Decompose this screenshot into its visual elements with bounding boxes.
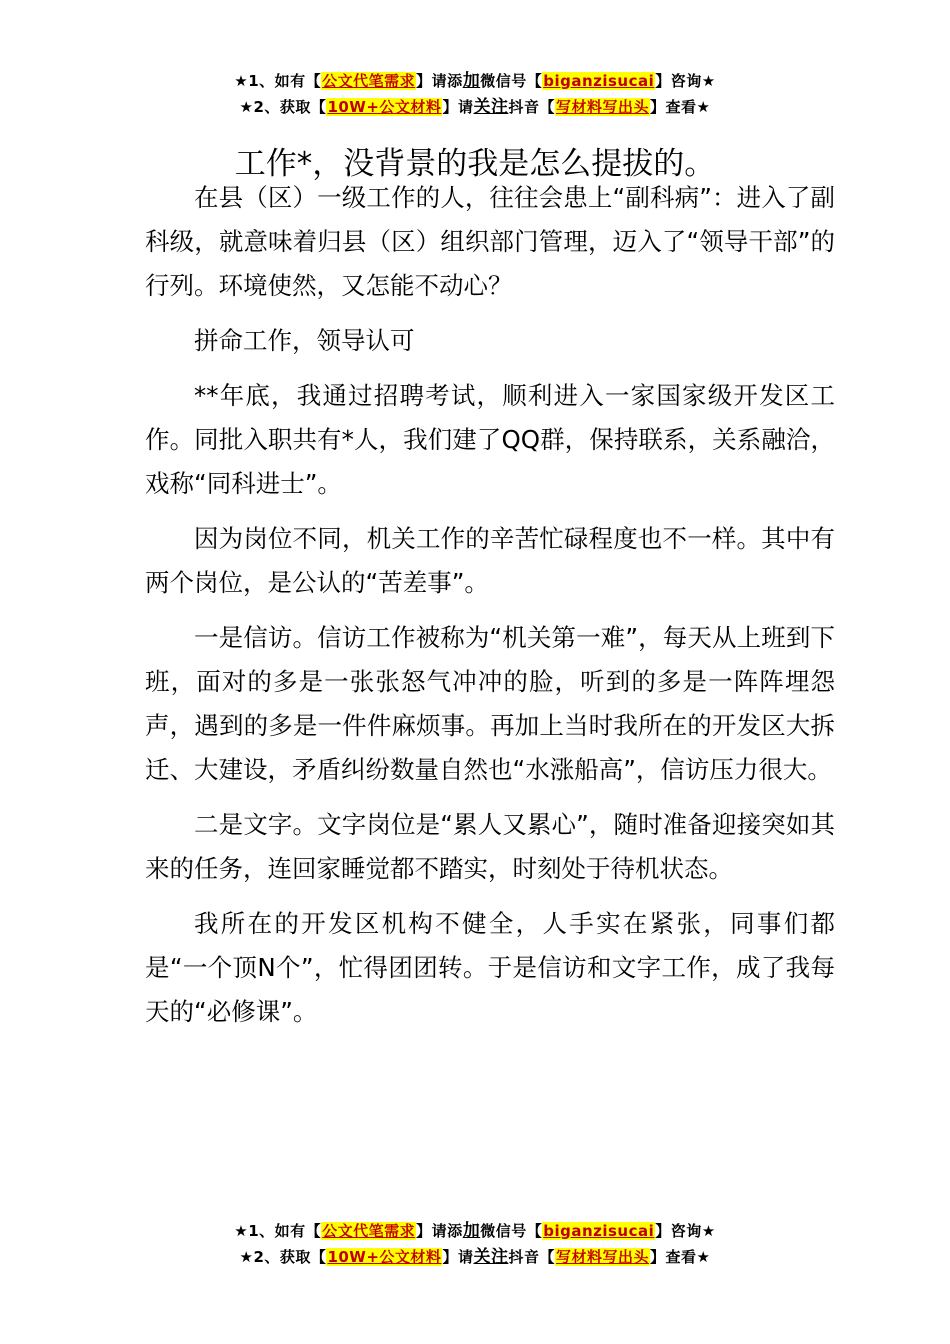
- banner-text: 抖音【: [508, 98, 555, 116]
- banner-highlight-wechat-id: biganzisucai: [543, 72, 655, 90]
- header-banner: [0, 68, 950, 120]
- paragraph: 二是文字。文字岗位是“累人又累心”，随时准备迎接突如其来的任务，连回家睡觉都不踏实，时刻处于待机状态。: [145, 810, 835, 883]
- banner-text: 】咨询★: [655, 72, 716, 90]
- banner-text: 】请添: [416, 72, 463, 90]
- banner-highlight-service: 公文代笔需求: [322, 72, 416, 90]
- banner-emphasis: 加: [462, 71, 481, 91]
- paragraph: **年底，我通过招聘考试，顺利进入一家国家级开发区工作。同批入职共有*人，我们建了QQ群，保持联系，关系融洽，戏称“同科进士”。: [145, 381, 835, 498]
- banner-text: ★1、如有【: [234, 72, 322, 90]
- banner-highlight-materials: 10W+公文材料: [327, 98, 442, 116]
- banner-text: 】咨询★: [655, 1222, 716, 1240]
- banner-text: ★2、获取【: [239, 1248, 327, 1266]
- section-heading: 拼命工作，领导认可: [194, 326, 415, 355]
- banner-text: 】请: [442, 98, 474, 116]
- paragraph: 我所在的开发区机构不健全，人手实在紧张，同事们都是“一个顶N个”，忙得团团转。于是信访和文字工作，成了我每天的“必修课”。: [145, 909, 835, 1026]
- banner-line-1: [0, 1218, 950, 1244]
- banner-text: 】请添: [416, 1222, 463, 1240]
- banner-text: 】请: [442, 1248, 474, 1266]
- banner-emphasis: 关注: [473, 1247, 509, 1267]
- banner-emphasis: 关注: [473, 97, 509, 117]
- banner-highlight-service: 公文代笔需求: [322, 1222, 416, 1240]
- banner-highlight-materials: 10W+公文材料: [327, 1248, 442, 1266]
- banner-line-1: [0, 68, 950, 94]
- banner-highlight-wechat-id: biganzisucai: [543, 1222, 655, 1240]
- banner-text: 】查看★: [649, 1248, 711, 1266]
- footer-banner: [0, 1218, 950, 1270]
- banner-text: ★2、获取【: [239, 98, 327, 116]
- banner-text: 】查看★: [649, 98, 711, 116]
- paragraph: 在县（区）一级工作的人，往往会患上“副科病”：进入了副科级，就意味着归县（区）组织部门管理，迈入了“领导干部”的行列。环境使然，又怎能不动心？: [145, 183, 835, 300]
- banner-highlight-douyin: 写材料写出头: [555, 1248, 649, 1266]
- banner-emphasis: 加: [462, 1221, 481, 1241]
- document-title: 工作*，没背景的我是怎么提拔的。: [234, 145, 716, 182]
- paragraph: 因为岗位不同，机关工作的辛苦忙碌程度也不一样。其中有两个岗位，是公认的“苦差事”。: [145, 524, 835, 597]
- banner-text: 微信号【: [480, 1222, 543, 1240]
- banner-text: 抖音【: [508, 1248, 555, 1266]
- document-body: [145, 176, 835, 1045]
- banner-text: 微信号【: [480, 72, 543, 90]
- banner-line-2: [0, 1244, 950, 1270]
- banner-line-2: [0, 94, 950, 120]
- banner-text: ★1、如有【: [234, 1222, 322, 1240]
- paragraph: 一是信访。信访工作被称为“机关第一难”，每天从上班到下班，面对的多是一张张怒气冲冲的脸，听到的多是一阵阵埋怨声，遇到的多是一件件麻烦事。再加上当时我所在的开发区大拆迁、大建设，矛盾纠纷数量自然也“水涨船高”，信访压力很大。: [145, 623, 835, 784]
- banner-highlight-douyin: 写材料写出头: [555, 98, 649, 116]
